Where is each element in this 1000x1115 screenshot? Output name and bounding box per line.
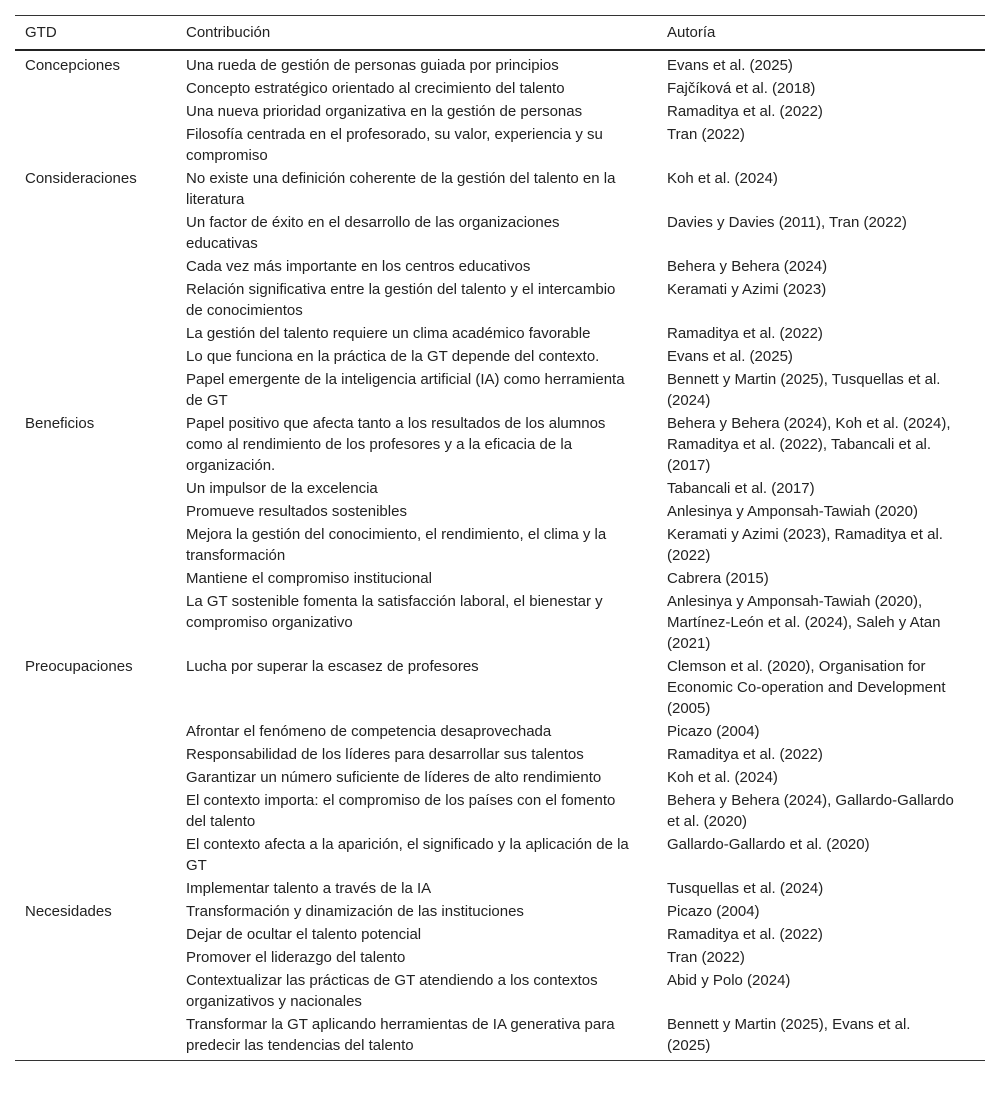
cell-contribucion: Lo que funciona en la práctica de la GT depende del contexto. [186, 348, 600, 365]
cell-gtd [15, 567, 176, 590]
cell-contribucion: Un impulsor de la excelencia [186, 480, 378, 497]
cell-gtd [15, 368, 176, 412]
cell-contribucion: Filosofía centrada en el profesorado, su valor, experiencia y su compromiso [186, 126, 603, 164]
table-row [15, 523, 985, 567]
table-row [15, 1013, 985, 1061]
cell-gtd [15, 100, 176, 123]
cell-autoria: Gallardo-Gallardo et al. (2020) [667, 836, 870, 853]
table-row [15, 833, 985, 877]
cell-autoria: Behera y Behera (2024) [667, 258, 828, 275]
cell-contribucion: Una nueva prioridad organizativa en la gestión de personas [186, 103, 583, 120]
table-header-row [15, 16, 985, 51]
cell-autoria: Fajčíková et al. (2018) [667, 80, 816, 97]
cell-contribucion: Relación significativa entre la gestión del talento y el intercambio de conocimientos [186, 281, 616, 319]
table-row [15, 167, 985, 211]
cell-gtd [15, 77, 176, 100]
cell-contribucion: Cada vez más importante en los centros educativos [186, 258, 531, 275]
table-row [15, 278, 985, 322]
cell-autoria: Bennett y Martin (2025), Tusquellas et al. (2024) [667, 371, 941, 409]
cell-autoria: Tabancali et al. (2017) [667, 480, 815, 497]
cell-gtd: Beneficios [25, 415, 95, 432]
cell-gtd: Concepciones [25, 57, 121, 74]
cell-gtd [15, 946, 176, 969]
cell-autoria: Ramaditya et al. (2022) [667, 325, 823, 342]
cell-autoria: Tran (2022) [667, 949, 745, 966]
table-row [15, 123, 985, 167]
cell-gtd [15, 833, 176, 877]
cell-gtd [15, 123, 176, 167]
cell-autoria: Picazo (2004) [667, 903, 760, 920]
table-row [15, 322, 985, 345]
cell-gtd [15, 969, 176, 1013]
table-row [15, 923, 985, 946]
cell-gtd: Consideraciones [25, 170, 137, 187]
cell-gtd [15, 278, 176, 322]
table-row [15, 77, 985, 100]
cell-contribucion: Un factor de éxito en el desarrollo de las organizaciones educativas [186, 214, 560, 252]
cell-gtd [15, 211, 176, 255]
cell-gtd: Necesidades [25, 903, 112, 920]
cell-gtd [15, 720, 176, 743]
cell-autoria: Clemson et al. (2020), Organisation for Economic Co-operation and Development (2005) [667, 658, 946, 717]
cell-gtd [15, 500, 176, 523]
table-row [15, 590, 985, 655]
cell-autoria: Koh et al. (2024) [667, 170, 778, 187]
cell-contribucion: Afrontar el fenómeno de competencia desaprovechada [186, 723, 552, 740]
cell-gtd [15, 1013, 176, 1061]
table-row [15, 720, 985, 743]
cell-autoria: Bennett y Martin (2025), Evans et al. (2025) [667, 1016, 911, 1054]
cell-contribucion: Papel positivo que afecta tanto a los resultados de los alumnos como al rendimiento de los profesores y a la eficacia de la organización. [186, 415, 606, 474]
cell-autoria: Keramati y Azimi (2023), Ramaditya et al. (2022) [667, 526, 943, 564]
table-body [15, 50, 985, 1061]
cell-autoria: Koh et al. (2024) [667, 769, 778, 786]
cell-contribucion: Mantiene el compromiso institucional [186, 570, 432, 587]
cell-autoria: Evans et al. (2025) [667, 348, 793, 365]
table-row [15, 412, 985, 477]
cell-autoria: Keramati y Azimi (2023) [667, 281, 827, 298]
cell-contribucion: El contexto importa: el compromiso de los países con el fomento del talento [186, 792, 616, 830]
cell-contribucion: Dejar de ocultar el talento potencial [186, 926, 422, 943]
cell-contribucion: La gestión del talento requiere un clima académico favorable [186, 325, 591, 342]
cell-contribucion: La GT sostenible fomenta la satisfacción laboral, el bienestar y compromiso organizativo [186, 593, 603, 631]
header-autoria: Autoría [667, 24, 716, 41]
header-gtd: GTD [25, 24, 57, 41]
cell-contribucion: Responsabilidad de los líderes para desarrollar sus talentos [186, 746, 584, 763]
cell-autoria: Tusquellas et al. (2024) [667, 880, 824, 897]
cell-contribucion: Mejora la gestión del conocimiento, el rendimiento, el clima y la transformación [186, 526, 607, 564]
cell-gtd [15, 345, 176, 368]
table-row [15, 655, 985, 720]
cell-autoria: Evans et al. (2025) [667, 57, 793, 74]
cell-autoria: Ramaditya et al. (2022) [667, 746, 823, 763]
cell-gtd [15, 743, 176, 766]
cell-contribucion: Contextualizar las prácticas de GT atendiendo a los contextos organizativos y nacionales [186, 972, 598, 1010]
table-row [15, 100, 985, 123]
cell-contribucion: Promueve resultados sostenibles [186, 503, 407, 520]
cell-gtd [15, 477, 176, 500]
table-row [15, 500, 985, 523]
cell-gtd: Preocupaciones [25, 658, 133, 675]
cell-contribucion: Concepto estratégico orientado al crecimiento del talento [186, 80, 565, 97]
cell-contribucion: Una rueda de gestión de personas guiada por principios [186, 57, 559, 74]
table-row [15, 969, 985, 1013]
cell-gtd [15, 255, 176, 278]
cell-gtd [15, 523, 176, 567]
cell-contribucion: Garantizar un número suficiente de líderes de alto rendimiento [186, 769, 602, 786]
table-row [15, 877, 985, 900]
cell-autoria: Behera y Behera (2024), Gallardo-Gallardo et al. (2020) [667, 792, 954, 830]
cell-autoria: Anlesinya y Amponsah-Tawiah (2020), Martínez-León et al. (2024), Saleh y Atan (2021) [667, 593, 941, 652]
table-row [15, 477, 985, 500]
cell-autoria: Cabrera (2015) [667, 570, 769, 587]
cell-gtd [15, 789, 176, 833]
table-row [15, 255, 985, 278]
table-row [15, 368, 985, 412]
cell-gtd [15, 877, 176, 900]
gtd-table [15, 15, 985, 1061]
cell-contribucion: No existe una definición coherente de la gestión del talento en la literatura [186, 170, 616, 208]
cell-contribucion: Promover el liderazgo del talento [186, 949, 406, 966]
table-row [15, 211, 985, 255]
table-row [15, 743, 985, 766]
cell-autoria: Picazo (2004) [667, 723, 760, 740]
cell-contribucion: El contexto afecta a la aparición, el significado y la aplicación de la GT [186, 836, 629, 874]
cell-contribucion: Papel emergente de la inteligencia artificial (IA) como herramienta de GT [186, 371, 625, 409]
cell-contribucion: Transformación y dinamización de las instituciones [186, 903, 524, 920]
cell-gtd [15, 766, 176, 789]
table-row [15, 900, 985, 923]
cell-autoria: Abid y Polo (2024) [667, 972, 791, 989]
cell-autoria: Anlesinya y Amponsah-Tawiah (2020) [667, 503, 918, 520]
cell-contribucion: Implementar talento a través de la IA [186, 880, 432, 897]
table-row [15, 946, 985, 969]
table-row [15, 789, 985, 833]
cell-autoria: Davies y Davies (2011), Tran (2022) [667, 214, 907, 231]
cell-autoria: Behera y Behera (2024), Koh et al. (2024), Ramaditya et al. (2022), Tabancali et al. (2017) [667, 415, 951, 474]
table-row [15, 345, 985, 368]
cell-gtd [15, 590, 176, 655]
header-contribucion: Contribución [186, 24, 271, 41]
table-row [15, 50, 985, 77]
cell-autoria: Ramaditya et al. (2022) [667, 926, 823, 943]
cell-contribucion: Lucha por superar la escasez de profesores [186, 658, 479, 675]
cell-gtd [15, 322, 176, 345]
table-row [15, 567, 985, 590]
cell-contribucion: Transformar la GT aplicando herramientas de IA generativa para predecir las tendencias del talento [186, 1016, 615, 1054]
table-row [15, 766, 985, 789]
cell-gtd [15, 923, 176, 946]
cell-autoria: Ramaditya et al. (2022) [667, 103, 823, 120]
cell-autoria: Tran (2022) [667, 126, 745, 143]
